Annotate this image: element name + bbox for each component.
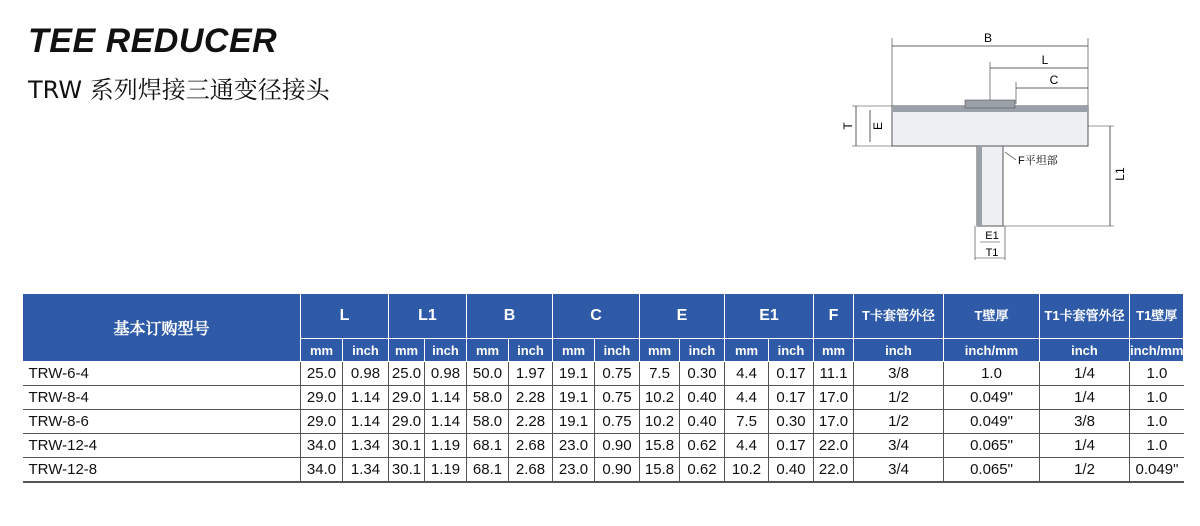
table-cell: 1.0 [1130, 410, 1184, 434]
table-cell: 1/2 [854, 410, 944, 434]
table-cell: 29.0 [301, 410, 343, 434]
table-cell: 3/8 [854, 362, 944, 386]
table-cell: 58.0 [467, 410, 509, 434]
table-cell: 4.4 [725, 362, 769, 386]
table-cell: 7.5 [640, 362, 680, 386]
col-header-e1: E1 [725, 294, 814, 339]
table-cell: 29.0 [301, 386, 343, 410]
unit-header: inch [595, 339, 640, 362]
table-cell: 10.2 [640, 386, 680, 410]
table-cell: 1.34 [343, 434, 389, 458]
unit-header: mm [725, 339, 769, 362]
col-header-c: C [553, 294, 640, 339]
table-cell: 29.0 [389, 410, 425, 434]
table-cell: 0.75 [595, 386, 640, 410]
cell-model: TRW-6-4 [23, 362, 301, 386]
table-cell: 1/4 [1040, 362, 1130, 386]
table-cell: 0.40 [680, 386, 725, 410]
dim-label-f: F平坦部 [1018, 155, 1058, 167]
table-cell: 0.90 [595, 458, 640, 483]
unit-header: inch [1040, 339, 1130, 362]
table-cell: 2.28 [509, 386, 553, 410]
table-cell: 10.2 [725, 458, 769, 483]
table-row [23, 434, 1184, 458]
table-cell: 22.0 [814, 434, 854, 458]
col-header-t1-od: T1卡套管外径 [1040, 294, 1130, 339]
table-cell: 30.1 [389, 434, 425, 458]
table-cell: 0.90 [595, 434, 640, 458]
unit-header: inch [343, 339, 389, 362]
table-row [23, 458, 1184, 483]
table-cell: 2.68 [509, 434, 553, 458]
dim-label-t1: T1 [985, 247, 999, 259]
table-cell: 25.0 [389, 362, 425, 386]
table-cell: 50.0 [467, 362, 509, 386]
table-cell: 0.98 [343, 362, 389, 386]
dim-label-l1: L1 [1113, 167, 1127, 181]
table-row [23, 386, 1184, 410]
table-cell: 2.68 [509, 458, 553, 483]
unit-header: inch/mm [944, 339, 1040, 362]
table-cell: 30.1 [389, 458, 425, 483]
table-cell: 25.0 [301, 362, 343, 386]
table-cell: 1.14 [425, 386, 467, 410]
dim-label-b: B [983, 31, 993, 45]
unit-header: mm [814, 339, 854, 362]
cell-model: TRW-12-4 [23, 434, 301, 458]
table-cell: 10.2 [640, 410, 680, 434]
table-cell: 3/4 [854, 458, 944, 483]
table-cell: 15.8 [640, 458, 680, 483]
dim-label-t: T [841, 122, 855, 130]
unit-header: mm [640, 339, 680, 362]
unit-header: mm [467, 339, 509, 362]
table-cell: 0.049" [944, 410, 1040, 434]
table-cell: 0.75 [595, 362, 640, 386]
table-cell: 11.1 [814, 362, 854, 386]
table-cell: 0.30 [680, 362, 725, 386]
table-cell: 17.0 [814, 386, 854, 410]
table-cell: 23.0 [553, 434, 595, 458]
table-cell: 1/2 [1040, 458, 1130, 483]
col-header-b: B [467, 294, 553, 339]
col-header-t-od: T卡套管外径 [854, 294, 944, 339]
col-header-model: 基本订购型号 [23, 294, 301, 362]
table-cell: 1.14 [343, 386, 389, 410]
table-cell: 29.0 [389, 386, 425, 410]
table-cell: 0.065" [944, 458, 1040, 483]
col-header-t1-wall: T1壁厚 [1130, 294, 1184, 339]
table-cell: 0.98 [425, 362, 467, 386]
dim-label-l: L [1041, 53, 1049, 67]
table-cell: 0.62 [680, 458, 725, 483]
unit-header: mm [553, 339, 595, 362]
table-cell: 1.19 [425, 434, 467, 458]
unit-header: mm [389, 339, 425, 362]
table-cell: 0.17 [769, 386, 814, 410]
table-cell: 1/4 [1040, 386, 1130, 410]
cell-model: TRW-12-8 [23, 458, 301, 483]
table-cell: 4.4 [725, 386, 769, 410]
table-cell: 4.4 [725, 434, 769, 458]
unit-header: inch [854, 339, 944, 362]
page-subtitle: TRW 系列焊接三通变径接头 [28, 76, 330, 104]
table-cell: 1/4 [1040, 434, 1130, 458]
table-cell: 19.1 [553, 410, 595, 434]
table-cell: 1.34 [343, 458, 389, 483]
table-cell: 1.19 [425, 458, 467, 483]
table-cell: 0.30 [769, 410, 814, 434]
table-cell: 3/4 [854, 434, 944, 458]
table-cell: 1.14 [343, 410, 389, 434]
table-cell: 15.8 [640, 434, 680, 458]
page-title: TEE REDUCER [28, 22, 278, 60]
dim-label-e: E [871, 121, 885, 131]
table-cell: 7.5 [725, 410, 769, 434]
cell-model: TRW-8-6 [23, 410, 301, 434]
table-row [23, 362, 1184, 386]
unit-header: inch [509, 339, 553, 362]
table-cell: 0.049" [1130, 458, 1184, 483]
table-cell: 0.17 [769, 362, 814, 386]
spec-table [22, 293, 1184, 483]
table-cell: 1.14 [425, 410, 467, 434]
table-cell: 34.0 [301, 458, 343, 483]
dim-label-e1: E1 [985, 230, 999, 242]
table-cell: 22.0 [814, 458, 854, 483]
unit-header: inch [769, 339, 814, 362]
cell-model: TRW-8-4 [23, 386, 301, 410]
table-cell: 0.40 [769, 458, 814, 483]
table-cell: 0.62 [680, 434, 725, 458]
table-cell: 34.0 [301, 434, 343, 458]
col-header-l: L [301, 294, 389, 339]
table-cell: 0.065" [944, 434, 1040, 458]
table-cell: 17.0 [814, 410, 854, 434]
col-header-f: F [814, 294, 854, 339]
table-cell: 0.75 [595, 410, 640, 434]
unit-header: inch [680, 339, 725, 362]
table-row [23, 410, 1184, 434]
table-cell: 1.0 [1130, 434, 1184, 458]
dim-label-c: C [1049, 73, 1059, 87]
unit-header: inch/mm [1130, 339, 1184, 362]
table-cell: 1.0 [944, 362, 1040, 386]
table-cell: 1.0 [1130, 386, 1184, 410]
col-header-l1: L1 [389, 294, 467, 339]
unit-header: mm [301, 339, 343, 362]
table-cell: 2.28 [509, 410, 553, 434]
table-cell: 68.1 [467, 458, 509, 483]
table-cell: 19.1 [553, 362, 595, 386]
table-cell: 1.97 [509, 362, 553, 386]
table-cell: 0.049" [944, 386, 1040, 410]
col-header-t-wall: T壁厚 [944, 294, 1040, 339]
table-cell: 23.0 [553, 458, 595, 483]
tee-reducer-diagram [830, 20, 1130, 270]
table-cell: 1/2 [854, 386, 944, 410]
col-header-e: E [640, 294, 725, 339]
table-cell: 0.17 [769, 434, 814, 458]
table-cell: 58.0 [467, 386, 509, 410]
table-cell: 19.1 [553, 386, 595, 410]
table-cell: 68.1 [467, 434, 509, 458]
table-cell: 3/8 [1040, 410, 1130, 434]
table-cell: 1.0 [1130, 362, 1184, 386]
table-cell: 0.40 [680, 410, 725, 434]
unit-header: inch [425, 339, 467, 362]
